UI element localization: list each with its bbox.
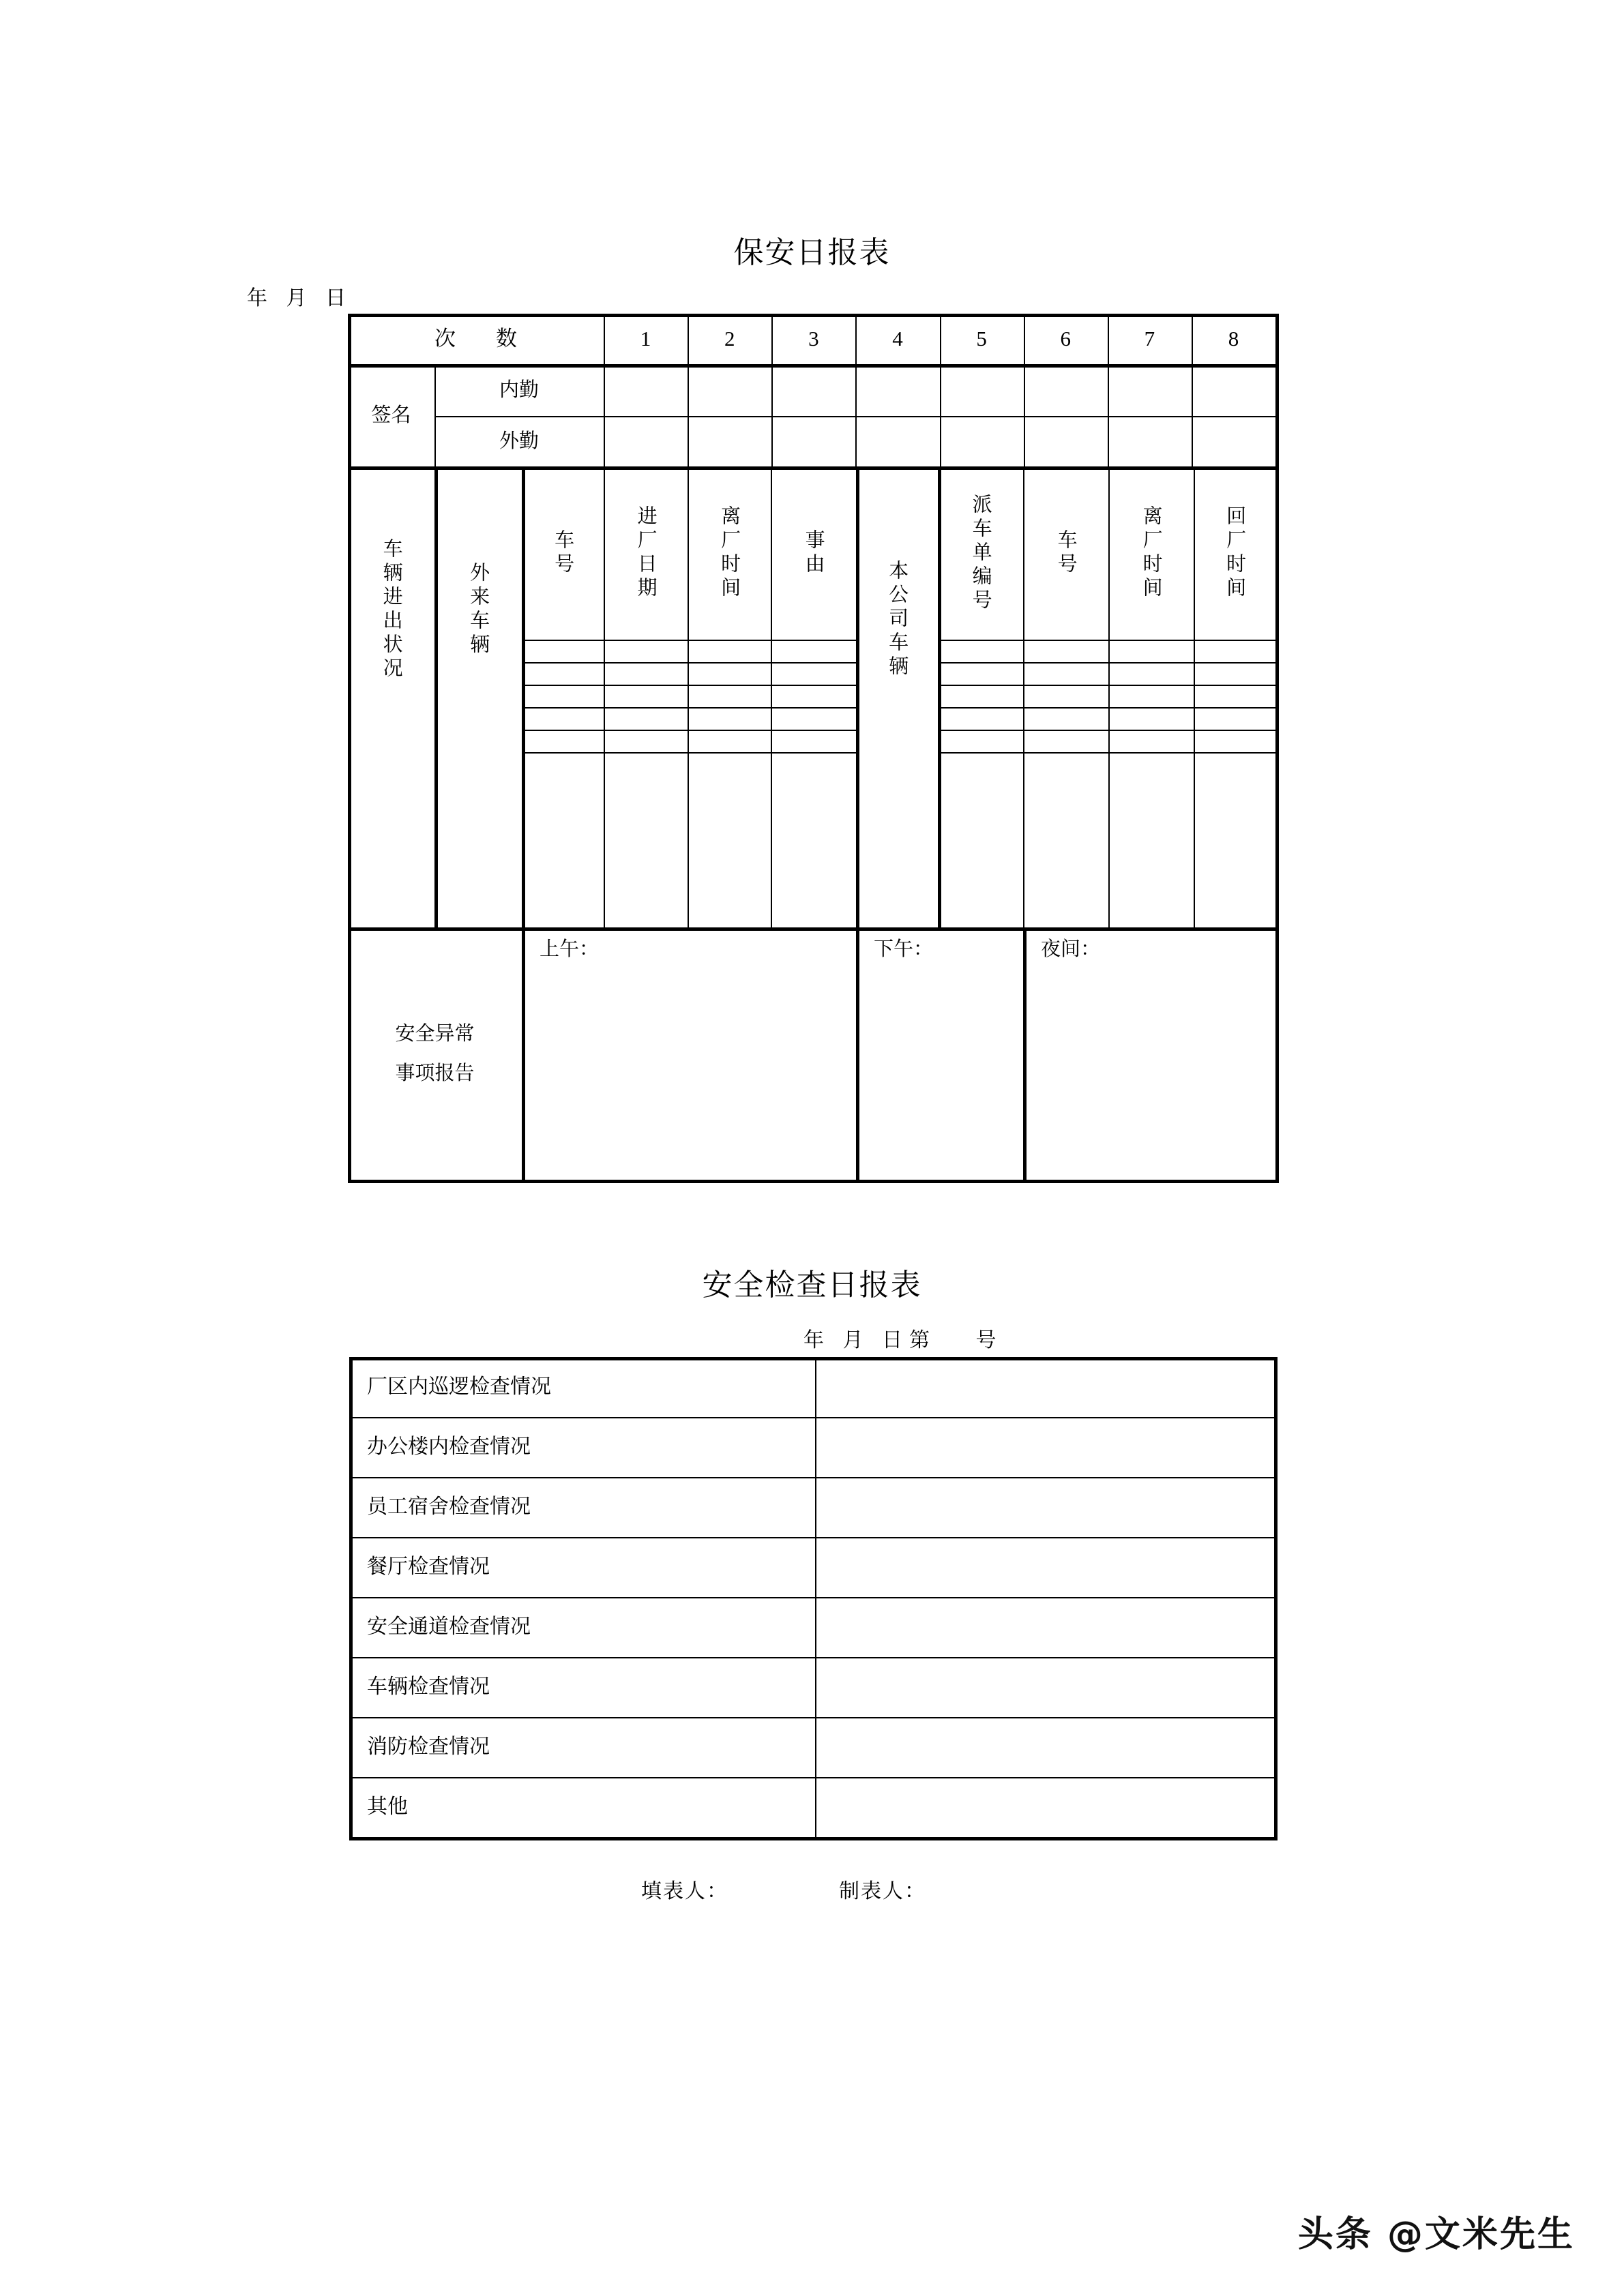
- count-column-header-5: 5: [976, 326, 987, 351]
- abnormal-report-label-line2: 事项报告: [395, 1062, 475, 1084]
- signature-entry-cell[interactable]: [1024, 416, 1108, 466]
- inspection-row-value-5[interactable]: [815, 1657, 1274, 1717]
- abnormal-period-cell-1[interactable]: 下午：: [874, 938, 934, 960]
- inspection-row-value-1[interactable]: [815, 1417, 1274, 1477]
- company-vehicle-header-1: 车号: [1054, 529, 1077, 577]
- abnormal-period-cell-0[interactable]: 上午：: [540, 938, 600, 960]
- table-rule-vertical: [604, 752, 605, 927]
- filler-signature-label: 填表人：: [641, 1880, 728, 1903]
- company-vehicle-entry-cell[interactable]: [1194, 707, 1275, 730]
- company-vehicle-entry-cell[interactable]: [1194, 730, 1275, 752]
- report1-title: 保安日报表: [733, 236, 891, 269]
- company-vehicle-entry-cell[interactable]: [938, 685, 1023, 707]
- signature-entry-cell[interactable]: [1108, 364, 1192, 416]
- external-vehicle-header-3: 事由: [802, 529, 825, 577]
- company-vehicle-entry-cell[interactable]: [938, 640, 1023, 662]
- inspection-row-value-0[interactable]: [815, 1357, 1274, 1417]
- signature-row-label-internal: 内勤: [499, 378, 539, 401]
- signature-entry-cell[interactable]: [688, 416, 771, 466]
- company-vehicle-entry-cell[interactable]: [1194, 662, 1275, 685]
- abnormal-report-label-line1: 安全异常: [395, 1023, 475, 1045]
- company-vehicle-header-3: 回厂时间: [1224, 505, 1246, 601]
- external-vehicle-header-0: 车号: [552, 529, 574, 577]
- inspection-row-label-1: 办公楼内检查情况: [367, 1435, 531, 1459]
- company-vehicle-entry-cell[interactable]: [1023, 730, 1108, 752]
- table-rule-vertical: [688, 752, 689, 927]
- company-vehicle-entry-cell[interactable]: [1108, 662, 1194, 685]
- external-vehicle-entry-cell[interactable]: [771, 730, 856, 752]
- company-vehicle-entry-cell[interactable]: [938, 730, 1023, 752]
- external-vehicle-entry-cell[interactable]: [604, 730, 688, 752]
- inspection-row-value-4[interactable]: [815, 1597, 1274, 1657]
- signature-entry-cell[interactable]: [940, 416, 1024, 466]
- external-vehicle-entry-cell[interactable]: [604, 640, 688, 662]
- signature-group-label: 签名: [371, 404, 411, 426]
- external-vehicle-entry-cell[interactable]: [604, 707, 688, 730]
- table-rule-horizontal: [938, 752, 1275, 754]
- signature-entry-cell[interactable]: [1108, 416, 1192, 466]
- report1-date-line: 年 月 日: [247, 287, 353, 310]
- company-vehicle-header-2: 离厂时间: [1140, 505, 1162, 601]
- inspection-row-label-6: 消防检查情况: [367, 1735, 490, 1759]
- external-vehicle-entry-cell[interactable]: [522, 662, 604, 685]
- table-rule-vertical: [1274, 1357, 1278, 1840]
- company-vehicle-entry-cell[interactable]: [1108, 640, 1194, 662]
- external-vehicle-entry-cell[interactable]: [604, 685, 688, 707]
- external-vehicle-entry-cell[interactable]: [688, 685, 771, 707]
- table-rule-horizontal: [348, 1180, 1275, 1183]
- count-column-header-2: 2: [724, 326, 735, 351]
- inspection-row-label-2: 员工宿舍检查情况: [367, 1495, 531, 1519]
- external-vehicle-entry-cell[interactable]: [771, 640, 856, 662]
- company-vehicle-header-0: 派车单编号: [969, 493, 992, 613]
- inspection-row-value-2[interactable]: [815, 1477, 1274, 1537]
- signature-entry-cell[interactable]: [855, 416, 939, 466]
- signature-entry-cell[interactable]: [1192, 416, 1275, 466]
- external-vehicle-entry-cell[interactable]: [604, 662, 688, 685]
- external-vehicle-entry-cell[interactable]: [688, 707, 771, 730]
- company-vehicle-entry-cell[interactable]: [938, 707, 1023, 730]
- count-column-header-1: 1: [640, 326, 651, 351]
- external-vehicle-header-1: 进厂日期: [634, 505, 657, 601]
- table-rule-vertical: [771, 752, 772, 927]
- external-vehicle-entry-cell[interactable]: [688, 662, 771, 685]
- count-header-label: 次 数: [434, 326, 527, 351]
- company-vehicle-entry-cell[interactable]: [1108, 707, 1194, 730]
- inspection-row-label-5: 车辆检查情况: [367, 1675, 490, 1699]
- abnormal-period-cell-2[interactable]: 夜间：: [1041, 938, 1101, 960]
- company-vehicle-entry-cell[interactable]: [1023, 640, 1108, 662]
- signature-entry-cell[interactable]: [1192, 364, 1275, 416]
- signature-row-label-external: 外勤: [499, 430, 539, 452]
- inspection-row-value-7[interactable]: [815, 1777, 1274, 1837]
- signature-entry-cell[interactable]: [771, 364, 855, 416]
- external-vehicle-entry-cell[interactable]: [688, 730, 771, 752]
- table-rule-vertical: [1275, 314, 1279, 1183]
- external-vehicle-header-2: 离厂时间: [718, 505, 741, 601]
- abnormal-report-label: [348, 927, 522, 1180]
- report2-date-line: 年 月 日第 号: [803, 1329, 1003, 1352]
- signature-entry-cell[interactable]: [855, 364, 939, 416]
- inspection-row-value-3[interactable]: [815, 1537, 1274, 1597]
- external-vehicle-entry-cell[interactable]: [522, 707, 604, 730]
- external-vehicle-entry-cell[interactable]: [522, 730, 604, 752]
- table-rule-horizontal: [522, 752, 856, 754]
- count-column-header-3: 3: [808, 326, 819, 351]
- signature-entry-cell[interactable]: [1024, 364, 1108, 416]
- table-rule-vertical: [1023, 752, 1024, 927]
- company-vehicle-entry-cell[interactable]: [1108, 730, 1194, 752]
- inspection-row-label-7: 其他: [367, 1795, 408, 1819]
- external-vehicle-entry-cell[interactable]: [522, 685, 604, 707]
- table-rule-horizontal: [349, 1837, 1274, 1840]
- watermark: 头条 @文米先生: [1297, 2214, 1575, 2255]
- inspection-row-value-6[interactable]: [815, 1717, 1274, 1777]
- table-rule-vertical: [1194, 752, 1195, 927]
- inspection-row-label-3: 餐厅检查情况: [367, 1555, 490, 1579]
- signature-entry-cell[interactable]: [940, 364, 1024, 416]
- signature-entry-cell[interactable]: [604, 416, 688, 466]
- external-vehicle-entry-cell[interactable]: [771, 662, 856, 685]
- external-vehicle-entry-cell[interactable]: [771, 685, 856, 707]
- count-column-header-7: 7: [1144, 326, 1155, 351]
- company-vehicle-entry-cell[interactable]: [1023, 685, 1108, 707]
- signature-entry-cell[interactable]: [604, 364, 688, 416]
- company-vehicle-entry-cell[interactable]: [1023, 707, 1108, 730]
- company-vehicle-group-label: 本公司车辆: [886, 560, 909, 679]
- count-column-header-8: 8: [1228, 326, 1239, 351]
- count-column-header-4: 4: [892, 326, 903, 351]
- company-vehicle-entry-cell[interactable]: [1194, 685, 1275, 707]
- company-vehicle-entry-cell[interactable]: [938, 662, 1023, 685]
- inspection-row-label-0: 厂区内巡逻检查情况: [367, 1375, 551, 1399]
- signature-entry-cell[interactable]: [771, 416, 855, 466]
- external-vehicle-group-label: 外来车辆: [467, 561, 490, 657]
- company-vehicle-entry-cell[interactable]: [1023, 662, 1108, 685]
- count-column-header-6: 6: [1060, 326, 1071, 351]
- signature-entry-cell[interactable]: [688, 364, 771, 416]
- external-vehicle-entry-cell[interactable]: [771, 707, 856, 730]
- company-vehicle-entry-cell[interactable]: [1108, 685, 1194, 707]
- external-vehicle-entry-cell[interactable]: [522, 640, 604, 662]
- vehicle-status-group-label: 车辆进出状况: [380, 537, 402, 681]
- company-vehicle-entry-cell[interactable]: [1194, 640, 1275, 662]
- maker-signature-label: 制表人：: [839, 1880, 926, 1903]
- report2-title: 安全检查日报表: [702, 1268, 922, 1302]
- external-vehicle-entry-cell[interactable]: [688, 640, 771, 662]
- table-rule-vertical: [1108, 752, 1110, 927]
- inspection-row-label-4: 安全通道检查情况: [367, 1615, 531, 1639]
